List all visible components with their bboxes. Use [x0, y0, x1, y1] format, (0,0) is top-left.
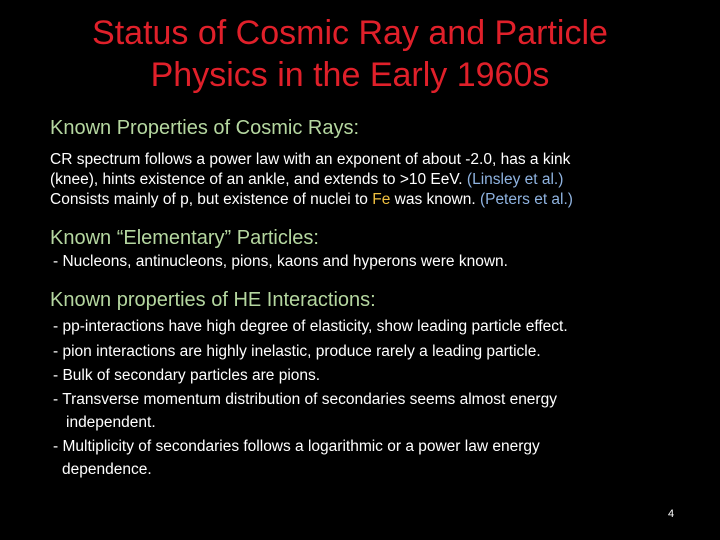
slide-title-line-2: Physics in the Early 1960s	[150, 56, 550, 94]
he-line-7: dependence.	[62, 461, 152, 478]
he-line-5: independent.	[66, 414, 156, 431]
particles-line-1: - Nucleons, antinucleons, pions, kaons and hyperons were known.	[53, 253, 508, 270]
section-heading-elementary-particles: Known “Elementary” Particles:	[50, 227, 319, 249]
citation-linsley: (Linsley et al.)	[466, 171, 564, 188]
cosmic-ray-line-3	[50, 190, 573, 210]
he-line-4: - Transverse momentum distribution of secondaries seems almost energy	[53, 391, 557, 408]
slide-title-line-1: Status of Cosmic Ray and Particle	[92, 14, 608, 52]
page-number: 4	[668, 508, 675, 520]
cosmic-ray-line-2-text: (knee), hints existence of an ankle, and extends to >10 EeV.	[50, 171, 463, 188]
cosmic-ray-line-1: CR spectrum follows a power law with an exponent of about -2.0, has a kink	[50, 151, 571, 168]
cosmic-ray-line-3-text-a: Consists mainly of p, but existence of nuclei to	[50, 191, 368, 208]
he-line-6: - Multiplicity of secondaries follows a logarithmic or a power law energy	[53, 438, 540, 455]
slide-title	[40, 12, 660, 96]
element-fe: Fe	[372, 191, 391, 208]
citation-peters: (Peters et al.)	[479, 191, 573, 208]
section-heading-he-interactions: Known properties of HE Interactions:	[50, 289, 376, 311]
section-heading-cosmic-rays: Known Properties of Cosmic Rays:	[50, 117, 360, 139]
he-line-1: - pp-interactions have high degree of elasticity, show leading particle effect.	[53, 318, 568, 335]
he-line-2: - pion interactions are highly inelastic, produce rarely a leading particle.	[53, 343, 541, 360]
cosmic-ray-line-3-text-b: was known.	[394, 191, 476, 208]
he-line-3: - Bulk of secondary particles are pions.	[53, 367, 321, 384]
cosmic-ray-line-2	[50, 170, 563, 190]
